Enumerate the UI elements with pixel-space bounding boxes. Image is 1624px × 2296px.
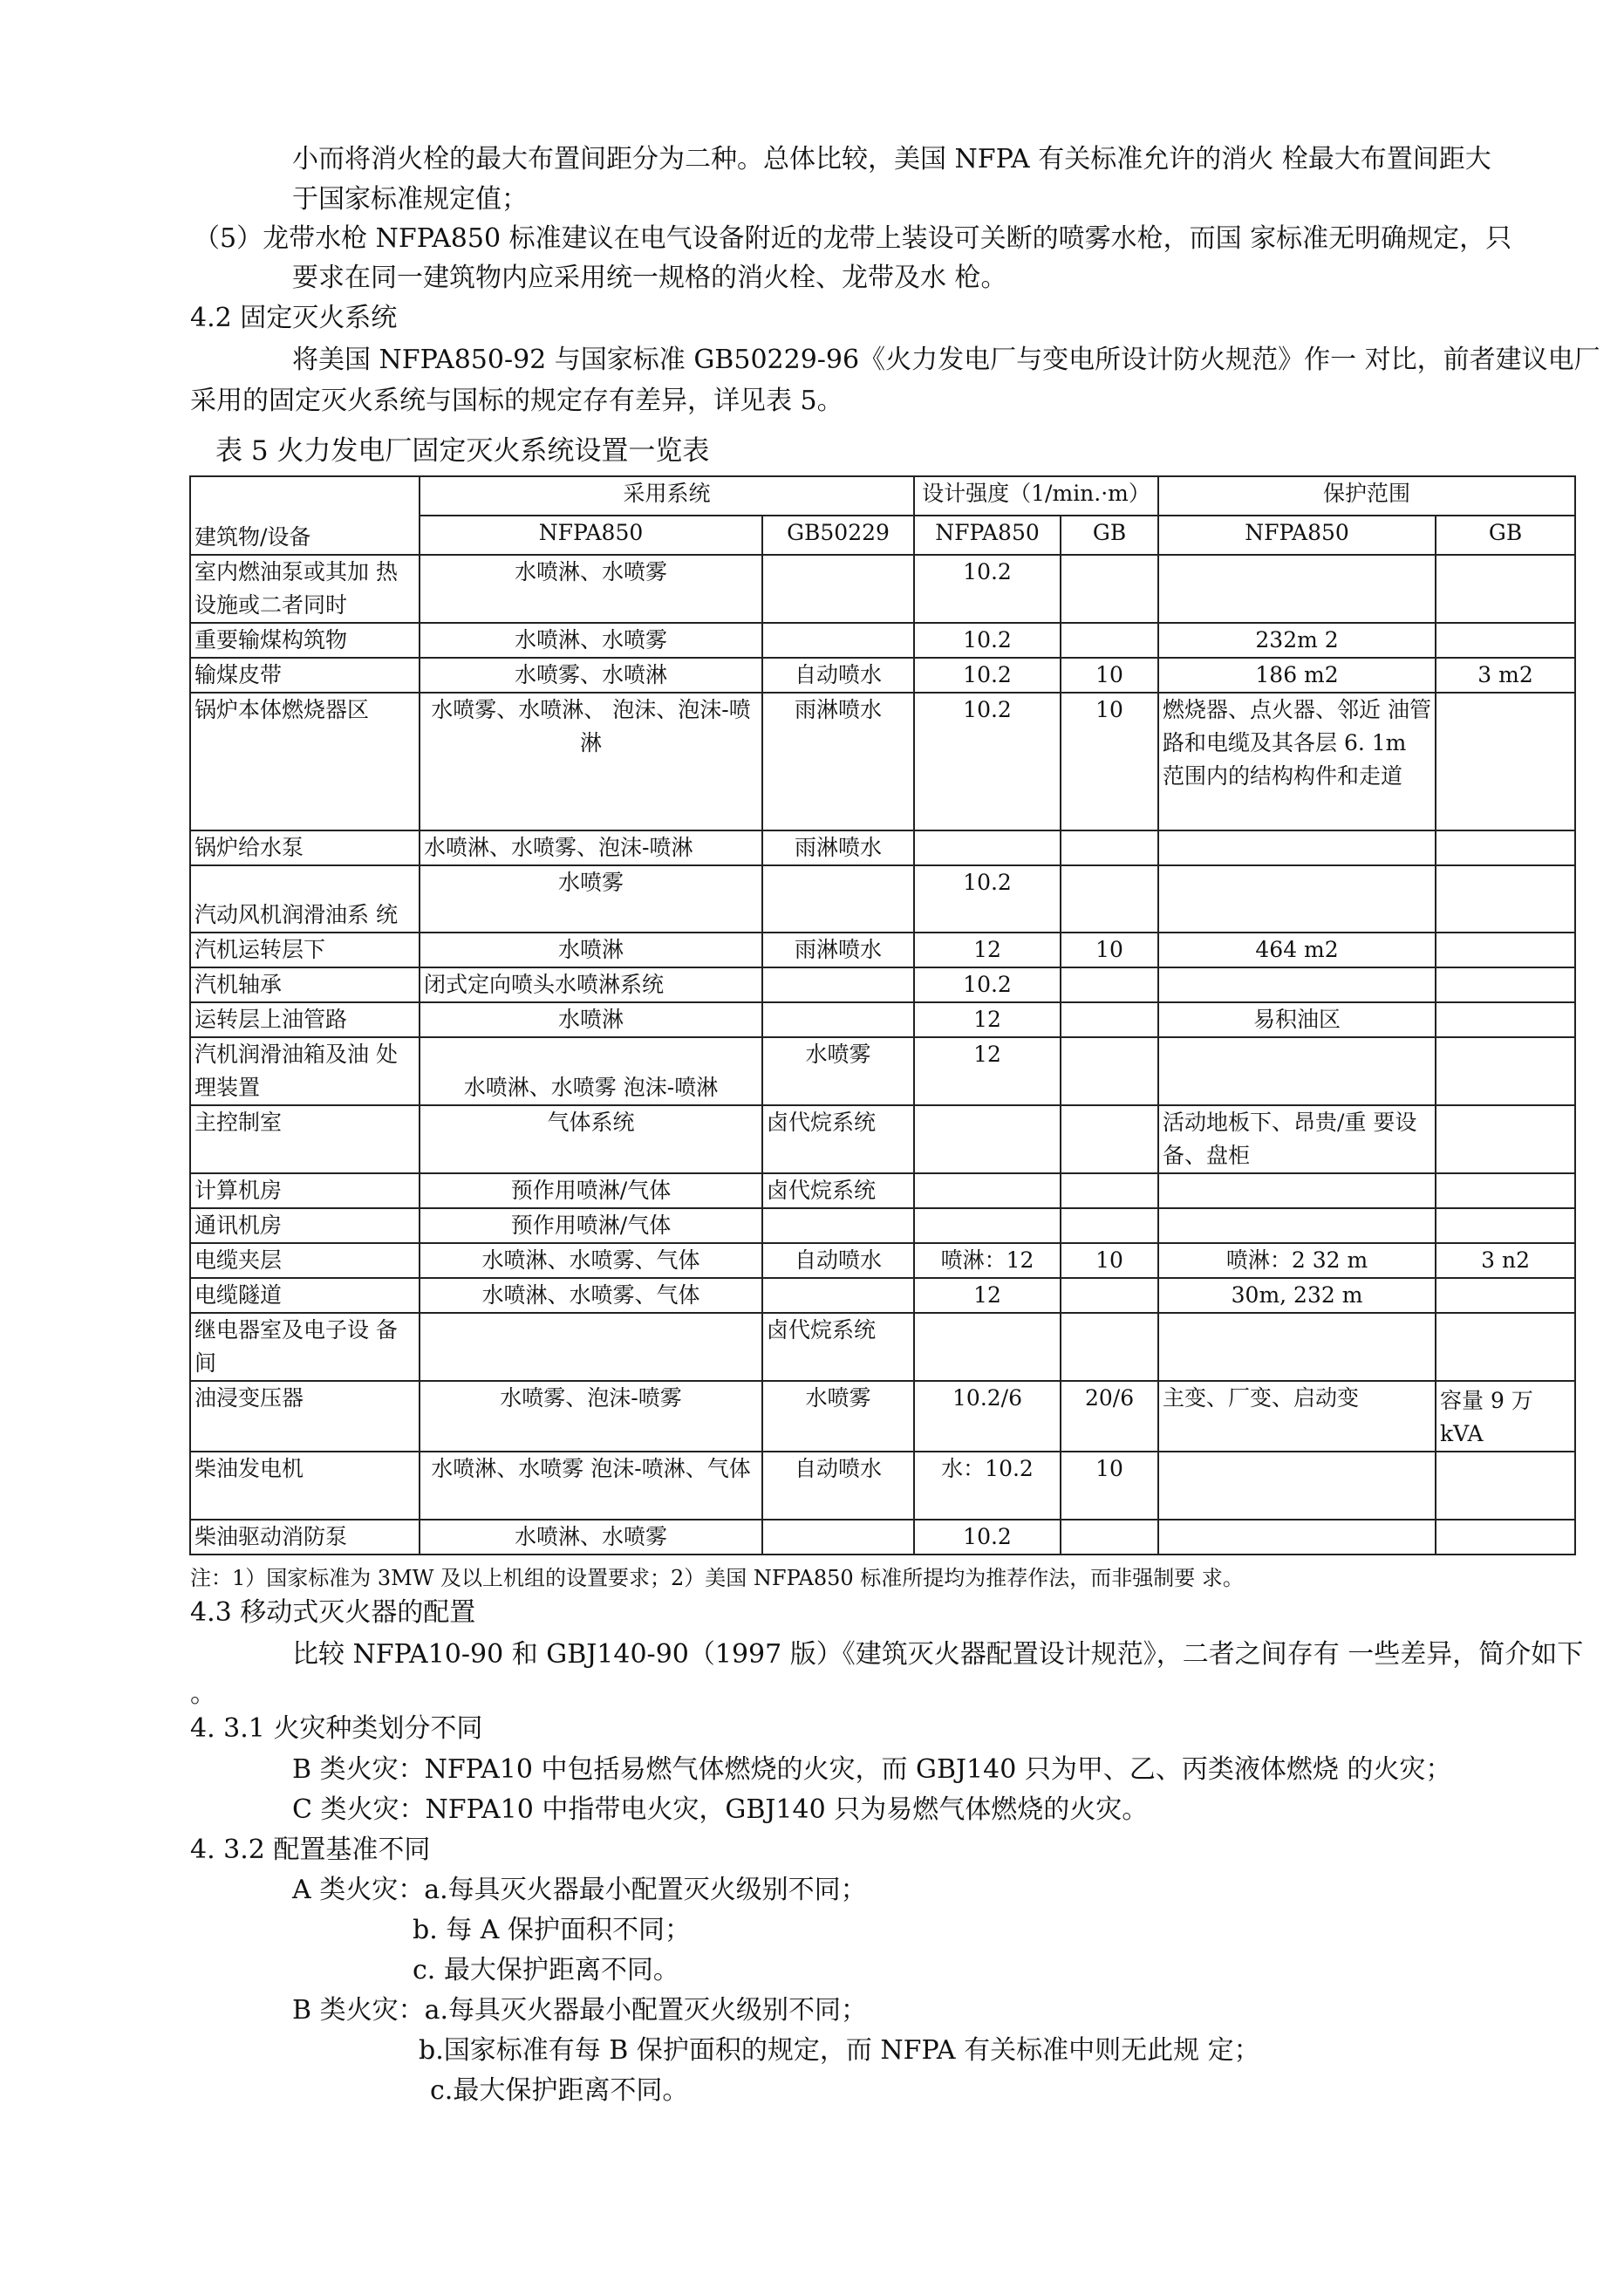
cell-nfpa-system: 水喷淋、水喷雾 <box>420 623 762 658</box>
cell-gb-system <box>762 1208 914 1243</box>
cell-gb-range <box>1436 1002 1575 1037</box>
table-row <box>190 865 1575 933</box>
section-4-3-para-1: 比较 NFPA10-90 和 GBJ140-90（1997 版）《建筑灭火器配置设计规范》，二者之间存有 一些差异，简介如下 <box>292 1639 1584 1670</box>
class-b-item-b: b.国家标准有每 B 保护面积的规定，而 NFPA 有关标准中则无此规 定； <box>419 2035 1260 2066</box>
cell-nfpa-system: 水喷淋、水喷雾 泡沫-喷淋 <box>420 1037 762 1105</box>
table-row <box>190 623 1575 658</box>
section-4-3-title: 4.3 移动式灭火器的配置 <box>190 1597 476 1628</box>
cell-gb-range <box>1436 693 1575 830</box>
section-4-2-para-1: 将美国 NFPA850-92 与国家标准 GB50229-96《火力发电厂与变电所设计防火规范》作一 对比，前者建议电厂 <box>292 345 1600 375</box>
cell-building: 锅炉本体燃烧器区 <box>190 693 420 830</box>
cell-nfpa-system: 水喷淋、水喷雾、气体 <box>420 1243 762 1278</box>
cell-gb-system <box>762 623 914 658</box>
cell-gb-system: 水喷雾 <box>762 1381 914 1452</box>
intro-line-2: 于国家标准规定值； <box>292 184 528 215</box>
table-row <box>190 658 1575 693</box>
cell-gb-intensity <box>1061 1037 1158 1105</box>
cell-gb-system: 卤代烷系统 <box>762 1173 914 1208</box>
table-row <box>190 933 1575 967</box>
header-gb: GB <box>1436 516 1575 555</box>
table-row <box>190 1381 1575 1452</box>
cell-gb-range <box>1436 1105 1575 1173</box>
cell-gb-range <box>1436 933 1575 967</box>
cell-building: 汽动风机润滑油系 统 <box>190 865 420 933</box>
cell-gb-range <box>1436 967 1575 1002</box>
cell-nfpa-system: 水喷淋、水喷雾、泡沫-喷淋 <box>420 830 762 865</box>
header-gb50229: GB50229 <box>762 516 914 555</box>
cell-nfpa-system: 水喷淋、水喷雾、气体 <box>420 1278 762 1313</box>
cell-gb-range: 3 n2 <box>1436 1243 1575 1278</box>
cell-gb-range <box>1436 1520 1575 1555</box>
cell-nfpa-intensity: 10.2 <box>914 658 1061 693</box>
cell-building: 重要输煤构筑物 <box>190 623 420 658</box>
cell-nfpa-system: 水喷淋、水喷雾 <box>420 1520 762 1555</box>
table-header-row-1 <box>190 476 1575 516</box>
table-row <box>190 1208 1575 1243</box>
cell-building: 柴油驱动消防泵 <box>190 1520 420 1555</box>
table-row <box>190 1037 1575 1105</box>
cell-building: 主控制室 <box>190 1105 420 1173</box>
header-intensity: 设计强度（1/min.·m） <box>914 476 1158 516</box>
cell-nfpa-range: 232m 2 <box>1158 623 1436 658</box>
cell-nfpa-range <box>1158 1208 1436 1243</box>
cell-gb-intensity <box>1061 1173 1158 1208</box>
table-row <box>190 693 1575 830</box>
class-a-item-c: c. 最大保护距离不同。 <box>413 1955 679 1985</box>
cell-nfpa-system: 预作用喷淋/气体 <box>420 1208 762 1243</box>
cell-gb-intensity <box>1061 1313 1158 1381</box>
cell-gb-intensity: 10 <box>1061 1452 1158 1520</box>
header-nfpa850: NFPA850 <box>914 516 1061 555</box>
cell-gb-range <box>1436 865 1575 933</box>
cell-building: 柴油发电机 <box>190 1452 420 1520</box>
cell-nfpa-system: 水喷雾、泡沫-喷雾 <box>420 1381 762 1452</box>
header-nfpa850: NFPA850 <box>420 516 762 555</box>
cell-building: 汽机运转层下 <box>190 933 420 967</box>
cell-nfpa-range: 燃烧器、点火器、邻近 油管路和电缆及其各层 6. 1m 范围内的结构构件和走道 <box>1158 693 1436 830</box>
cell-gb-range <box>1436 623 1575 658</box>
table-row <box>190 1243 1575 1278</box>
header-gb: GB <box>1061 516 1158 555</box>
class-a-item-b: b. 每 A 保护面积不同； <box>413 1915 692 1945</box>
cell-building: 输煤皮带 <box>190 658 420 693</box>
cell-nfpa-range: 易积油区 <box>1158 1002 1436 1037</box>
cell-nfpa-intensity <box>914 1105 1061 1173</box>
header-system: 采用系统 <box>420 476 914 516</box>
table-row <box>190 1278 1575 1313</box>
cell-nfpa-range: 464 m2 <box>1158 933 1436 967</box>
table-note: 注：1）国家标准为 3MW 及以上机组的设置要求；2）美国 NFPA850 标准所提均为推荐作法，而非强制要 求。 <box>190 1566 1244 1590</box>
cell-building: 电缆隧道 <box>190 1278 420 1313</box>
cell-building: 运转层上油管路 <box>190 1002 420 1037</box>
cell-building: 室内燃油泵或其加 热设施或二者同时 <box>190 555 420 623</box>
cell-nfpa-range <box>1158 865 1436 933</box>
cell-nfpa-intensity: 10.2 <box>914 967 1061 1002</box>
cell-nfpa-range <box>1158 1173 1436 1208</box>
cell-nfpa-system: 闭式定向喷头水喷淋系统 <box>420 967 762 1002</box>
cell-nfpa-intensity <box>914 830 1061 865</box>
class-c-fire-line: C 类火灾：NFPA10 中指带电火灾，GBJ140 只为易燃气体燃烧的火灾。 <box>292 1794 1149 1825</box>
cell-gb-intensity <box>1061 967 1158 1002</box>
cell-gb-range: 容量 9 万 kVA <box>1436 1381 1575 1452</box>
cell-gb-range <box>1436 1037 1575 1105</box>
cell-gb-intensity <box>1061 1520 1158 1555</box>
cell-nfpa-intensity <box>914 1313 1061 1381</box>
cell-gb-intensity <box>1061 865 1158 933</box>
cell-gb-system: 水喷雾 <box>762 1037 914 1105</box>
cell-gb-system <box>762 1278 914 1313</box>
cell-gb-intensity <box>1061 1208 1158 1243</box>
cell-gb-system: 自动喷水 <box>762 1243 914 1278</box>
intro-line-3: （5）龙带水枪 NFPA850 标准建议在电气设备附近的龙带上装设可关断的喷雾水枪，而国 家标准无明确规定，只 <box>194 223 1512 254</box>
cell-nfpa-system: 水喷淋 <box>420 933 762 967</box>
cell-gb-range: 3 m2 <box>1436 658 1575 693</box>
cell-nfpa-intensity: 10.2 <box>914 865 1061 933</box>
table-row <box>190 830 1575 865</box>
cell-building: 汽机润滑油箱及油 处理装置 <box>190 1037 420 1105</box>
class-b-fire-line: B 类火灾：NFPA10 中包括易燃气体燃烧的火灾，而 GBJ140 只为甲、乙、丙类液体燃烧 的火灾； <box>292 1754 1452 1785</box>
cell-gb-intensity: 10 <box>1061 693 1158 830</box>
cell-gb-intensity <box>1061 1105 1158 1173</box>
class-b-item-c: c.最大保护距离不同。 <box>430 2075 689 2106</box>
cell-nfpa-range <box>1158 1452 1436 1520</box>
cell-building: 计算机房 <box>190 1173 420 1208</box>
cell-gb-range <box>1436 1452 1575 1520</box>
cell-nfpa-system: 水喷雾、水喷淋 <box>420 658 762 693</box>
cell-nfpa-intensity: 喷淋：12 <box>914 1243 1061 1278</box>
cell-nfpa-range <box>1158 555 1436 623</box>
cell-gb-intensity <box>1061 830 1158 865</box>
cell-gb-range <box>1436 1278 1575 1313</box>
cell-gb-intensity: 10 <box>1061 658 1158 693</box>
cell-gb-range <box>1436 1173 1575 1208</box>
table-row <box>190 967 1575 1002</box>
cell-building: 通讯机房 <box>190 1208 420 1243</box>
cell-gb-range <box>1436 555 1575 623</box>
cell-nfpa-intensity: 水：10.2 <box>914 1452 1061 1520</box>
table-row <box>190 1105 1575 1173</box>
cell-building: 锅炉给水泵 <box>190 830 420 865</box>
cell-gb-intensity <box>1061 1278 1158 1313</box>
section-4-3-1-title: 4. 3.1 火灾种类划分不同 <box>190 1713 483 1744</box>
cell-gb-system: 雨淋喷水 <box>762 933 914 967</box>
cell-building: 继电器室及电子设 备间 <box>190 1313 420 1381</box>
cell-nfpa-intensity: 10.2 <box>914 555 1061 623</box>
cell-nfpa-intensity: 10.2 <box>914 693 1061 830</box>
section-4-2-title: 4.2 固定灭火系统 <box>190 303 398 333</box>
table-row <box>190 555 1575 623</box>
cell-gb-range <box>1436 830 1575 865</box>
cell-nfpa-range <box>1158 967 1436 1002</box>
cell-gb-system <box>762 967 914 1002</box>
intro-line-4: 要求在同一建筑物内应采用统一规格的消火栓、龙带及水 枪。 <box>292 263 1007 293</box>
cell-nfpa-system: 预作用喷淋/气体 <box>420 1173 762 1208</box>
cell-gb-system: 卤代烷系统 <box>762 1105 914 1173</box>
cell-gb-system <box>762 865 914 933</box>
cell-nfpa-system: 水喷淋 <box>420 1002 762 1037</box>
cell-gb-system: 自动喷水 <box>762 658 914 693</box>
header-range: 保护范围 <box>1158 476 1575 516</box>
cell-gb-system <box>762 1002 914 1037</box>
cell-nfpa-range <box>1158 830 1436 865</box>
cell-gb-system <box>762 555 914 623</box>
table-row <box>190 1002 1575 1037</box>
cell-gb-system: 卤代烷系统 <box>762 1313 914 1381</box>
cell-gb-intensity <box>1061 1002 1158 1037</box>
cell-nfpa-range <box>1158 1037 1436 1105</box>
cell-nfpa-system: 气体系统 <box>420 1105 762 1173</box>
cell-gb-range <box>1436 1313 1575 1381</box>
section-4-3-para-1-end: 。 <box>190 1678 216 1709</box>
cell-nfpa-system: 水喷雾 <box>420 865 762 933</box>
section-4-2-para-2: 采用的固定灭火系统与国标的规定存有差异，详见表 5。 <box>190 386 843 416</box>
header-building: 建筑物/设备 <box>190 476 420 555</box>
cell-gb-intensity <box>1061 555 1158 623</box>
cell-nfpa-range: 186 m2 <box>1158 658 1436 693</box>
cell-gb-intensity: 10 <box>1061 933 1158 967</box>
cell-nfpa-system: 水喷雾、水喷淋、 泡沫、泡沫-喷淋 <box>420 693 762 830</box>
cell-gb-intensity: 10 <box>1061 1243 1158 1278</box>
cell-gb-system: 自动喷水 <box>762 1452 914 1520</box>
cell-nfpa-range: 活动地板下、昂贵/重 要设备、盘柜 <box>1158 1105 1436 1173</box>
cell-nfpa-range: 喷淋：2 32 m <box>1158 1243 1436 1278</box>
cell-gb-system <box>762 1520 914 1555</box>
cell-nfpa-intensity: 12 <box>914 933 1061 967</box>
cell-nfpa-intensity <box>914 1173 1061 1208</box>
class-a-item-a: A 类火灾：a.每具灭火器最小配置灭火级别不同； <box>292 1875 867 1905</box>
cell-nfpa-system: 水喷淋、水喷雾 <box>420 555 762 623</box>
intro-line-1: 小而将消火栓的最大布置间距分为二种。总体比较，美国 NFPA 有关标准允许的消火 栓最大布置间距大 <box>292 144 1491 174</box>
cell-gb-intensity <box>1061 623 1158 658</box>
class-b-item-a: B 类火灾：a.每具灭火器最小配置灭火级别不同； <box>292 1995 868 2026</box>
table-caption: 表 5 火力发电厂固定灭火系统设置一览表 <box>215 435 710 467</box>
header-nfpa850: NFPA850 <box>1158 516 1436 555</box>
cell-building: 电缆夹层 <box>190 1243 420 1278</box>
cell-building: 油浸变压器 <box>190 1381 420 1452</box>
section-4-3-2-title: 4. 3.2 配置基准不同 <box>190 1835 431 1865</box>
cell-nfpa-range <box>1158 1520 1436 1555</box>
table-row <box>190 1173 1575 1208</box>
fire-system-table <box>189 475 1576 1555</box>
table-row <box>190 1313 1575 1381</box>
cell-nfpa-intensity: 10.2 <box>914 623 1061 658</box>
cell-nfpa-intensity: 12 <box>914 1278 1061 1313</box>
cell-gb-intensity: 20/6 <box>1061 1381 1158 1452</box>
cell-building: 汽机轴承 <box>190 967 420 1002</box>
cell-nfpa-intensity <box>914 1208 1061 1243</box>
cell-nfpa-intensity: 10.2 <box>914 1520 1061 1555</box>
cell-gb-range <box>1436 1208 1575 1243</box>
cell-nfpa-intensity: 12 <box>914 1002 1061 1037</box>
table-row <box>190 1520 1575 1555</box>
cell-nfpa-intensity: 12 <box>914 1037 1061 1105</box>
cell-gb-system: 雨淋喷水 <box>762 693 914 830</box>
cell-gb-system: 雨淋喷水 <box>762 830 914 865</box>
cell-nfpa-intensity: 10.2/6 <box>914 1381 1061 1452</box>
cell-nfpa-range: 主变、厂变、启动变 <box>1158 1381 1436 1452</box>
table-row <box>190 1452 1575 1520</box>
cell-nfpa-range: 30m, 232 m <box>1158 1278 1436 1313</box>
cell-nfpa-system: 水喷淋、水喷雾 泡沫-喷淋、气体 <box>420 1452 762 1520</box>
cell-nfpa-system <box>420 1313 762 1381</box>
cell-nfpa-range <box>1158 1313 1436 1381</box>
